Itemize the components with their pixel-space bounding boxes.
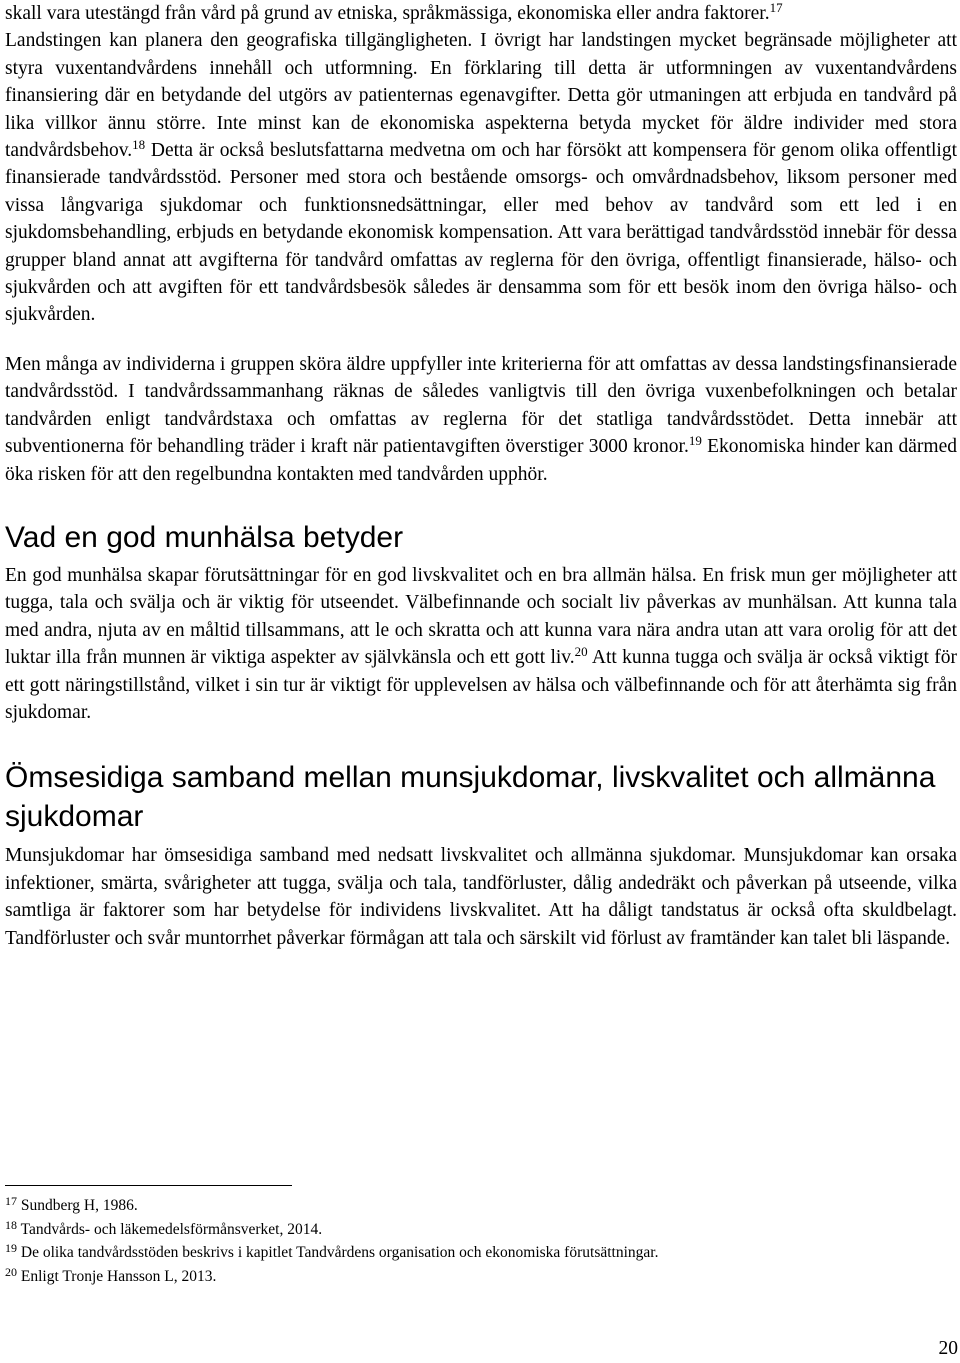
body-paragraph	[5, 842, 957, 952]
footnote-item	[5, 1218, 955, 1242]
footnotes	[5, 1194, 955, 1288]
body-text	[5, 0, 957, 952]
section-heading: Vad en god munhälsa betyder	[5, 520, 404, 554]
text-run: Ekonomiska hinder kan därmed öka risken för att den regelbundna kontakten med tandvården upphör.	[5, 436, 957, 485]
body-paragraph	[5, 0, 957, 27]
text-run: Att kunna tugga och svälja är också viktigt för ett gott näringstillstånd, vilket i sin tur är viktigt för upplevelsen av hälsa och välbefinnande och för att återhämta sig från sjukdomar.	[5, 647, 958, 723]
body-paragraph	[5, 351, 957, 488]
section-heading: Ömsesidiga samband mellan munsjukdomar, livskvalitet och allmänna sjukdomar	[5, 761, 936, 834]
footnote-reference: 20	[574, 644, 588, 660]
footnote-text: De olika tandvårdsstöden beskrivs i kapitlet Tandvårdens organisation och ekonomiska förutsättningar.	[17, 1244, 659, 1261]
text-run: Munsjukdomar har ömsesidiga samband med nedsatt livskvalitet och allmänna sjukdomar. Munsjukdomar kan orsaka infektioner, smärta, svårigheter att tugga, svälja och tala, tandförluster, dålig andedräkt och påverkan på utseende, vilka samtliga är faktorer som har betydelse för individens livskvalitet. Att ha dåligt tandstatus är också ofta skuldbelagt. Tandförluster och svår muntorrhet påverkar förmågan att tala och särskilt vid förlust av framtänder kan talet bli läspande.	[5, 845, 957, 949]
footnote-item	[5, 1241, 955, 1265]
footnote-number: 18	[5, 1217, 17, 1232]
footnote-number: 20	[5, 1264, 17, 1279]
footnote-text: Enligt Tronje Hansson L, 2013.	[17, 1267, 217, 1285]
body-paragraph	[5, 27, 957, 328]
page-number: 20	[938, 1338, 958, 1359]
text-run: Detta är också beslutsfattarna medvetna om och har försökt att kompensera för genom olika offentligt finansierade tandvårdsstöd. Personer med stora och bestående omsorgs- och omvårdnadsbehov, liksom personer med vissa långvariga sjukdomar och funktionsnedsättningar, eller med behov av tandvård som ett led i en sjukdomsbehandling, erbjuds en betydande ekonomisk kompensation. Att vara berättigad tandvårdsstöd innebär för dessa grupper bland annat att avgifterna för tandvård omfattas av reglerna för den övriga, offentligt finansierade, hälso- och sjukvården och att avgiften för ett tandvårdsbesök således är densamma som för ett besök inom den övriga hälso- och sjukvården.	[5, 140, 957, 326]
footnote-item	[5, 1265, 955, 1289]
body-paragraph	[5, 562, 957, 726]
text-run: Landstingen kan planera den geografiska tillgängligheten. I övrigt har landstingen mycket begränsade möjligheter att styra vuxentandvårdens innehåll och utformning. En förklaring till detta är utformningen av vuxentandvårdens finansiering där en betydande del utgörs av patienternas egenavgifter. Detta gör utmaningen att erbjuda en tandvård på lika villkor ännu större. Inte minst kan de ekonomiska aspekterna betyda mycket för äldre individer med stora tandvårdsbehov.	[5, 30, 957, 162]
footnote-item	[5, 1194, 955, 1218]
text-run: En god munhälsa skapar förutsättningar för en god livskvalitet och en bra allmän hälsa. En frisk mun ger möjligheter att tugga, tala och svälja och är viktig för utseendet. Välbefinnande och socialt liv påverkas av munhälsan. Att kunna tala med andra, njuta av en måltid tillsammans, att le och skratta och att kunna vara nära andra utan att vara orolig för att det luktar illa från munnen är viktiga aspekter av självkänsla och ett gott liv.	[5, 564, 957, 669]
footnote-number: 19	[5, 1241, 17, 1255]
footnote-reference: 19	[688, 433, 702, 449]
document-page	[5, 0, 957, 952]
footnote-reference: 18	[132, 137, 146, 153]
footnote-text: Tandvårds- och läkemedelsförmånsverket, 2014.	[17, 1220, 323, 1238]
footnote-number: 17	[5, 1194, 17, 1208]
footnote-text: Sundberg H, 1986.	[17, 1197, 138, 1214]
footnote-separator	[5, 1185, 292, 1186]
text-run: skall vara utestängd från vård på grund av etniska, språkmässiga, ekonomiska eller andra faktorer.	[5, 3, 770, 24]
footnote-reference: 17	[769, 0, 783, 15]
text-run: Men många av individerna i gruppen sköra äldre uppfyller inte kriterierna för att omfattas av dessa landstingsfinansierade tandvårdsstöd. I tandvårdssammanhang räknas de således vanligtvis till den övriga vuxenbefolkningen och betalar tandvården enligt tandvårdstaxa och omfattas av reglerna för det statliga tandvårdsstödet. Detta innebär att subventionerna för behandling träder i kraft när patientavgiften överstiger 3000 kronor.	[5, 353, 957, 458]
